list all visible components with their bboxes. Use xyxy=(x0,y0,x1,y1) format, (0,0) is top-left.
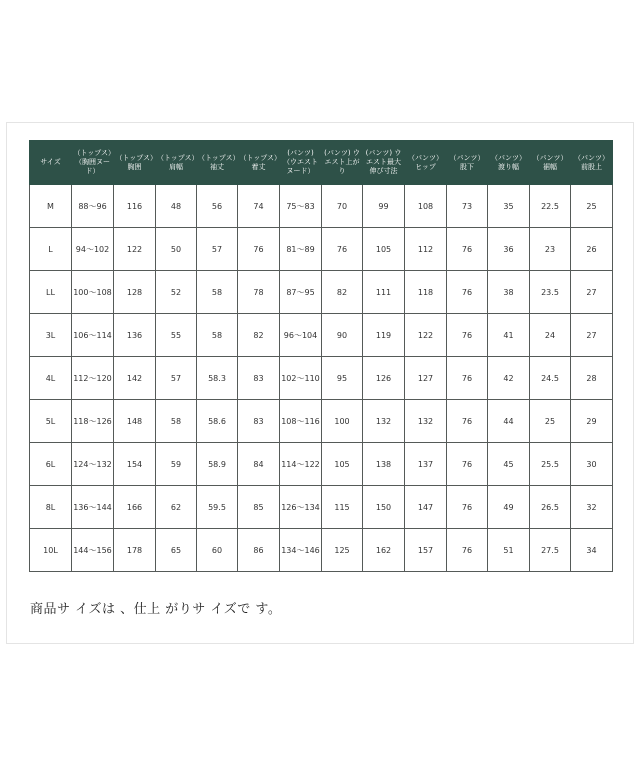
table-cell: 55 xyxy=(156,314,197,357)
table-cell: 82 xyxy=(238,314,280,357)
column-header-label: （トップス）着丈 xyxy=(239,153,278,171)
table-cell: 41 xyxy=(488,314,530,357)
table-cell: 157 xyxy=(405,529,447,572)
table-cell: 132 xyxy=(405,400,447,443)
column-header xyxy=(405,141,447,185)
column-header-label: (パンツ) ウエスト最大伸び寸法 xyxy=(365,149,402,175)
table-cell: 58 xyxy=(197,271,238,314)
table-row xyxy=(30,486,613,529)
table-cell: 51 xyxy=(488,529,530,572)
table-cell: 24.5 xyxy=(530,357,571,400)
table-cell: 25 xyxy=(571,185,613,228)
table-cell: 25 xyxy=(530,400,571,443)
table-cell: 48 xyxy=(156,185,197,228)
table-cell: 82 xyxy=(322,271,363,314)
table-row xyxy=(30,314,613,357)
table-cell: 127 xyxy=(405,357,447,400)
table-cell: 70 xyxy=(322,185,363,228)
table-cell: 102～110 xyxy=(280,357,322,400)
table-cell: 108～116 xyxy=(280,400,322,443)
table-cell: 100 xyxy=(322,400,363,443)
table-cell: 108 xyxy=(405,185,447,228)
table-cell: 76 xyxy=(322,228,363,271)
table-cell: 126 xyxy=(363,357,405,400)
size-label-cell: 8L xyxy=(30,486,72,529)
table-cell: 27 xyxy=(571,314,613,357)
table-cell: 78 xyxy=(238,271,280,314)
table-cell: 30 xyxy=(571,443,613,486)
column-header-label: （トップス）肩幅 xyxy=(157,153,196,171)
table-cell: 132 xyxy=(363,400,405,443)
table-cell: 52 xyxy=(156,271,197,314)
table-cell: 111 xyxy=(363,271,405,314)
table-cell: 116 xyxy=(114,185,156,228)
table-row xyxy=(30,529,613,572)
size-label-cell: 5L xyxy=(30,400,72,443)
table-row xyxy=(30,228,613,271)
table-cell: 57 xyxy=(156,357,197,400)
table-cell: 35 xyxy=(488,185,530,228)
column-header xyxy=(363,141,405,185)
table-cell: 126～134 xyxy=(280,486,322,529)
column-header-label: （パンツ）裾幅 xyxy=(532,153,568,171)
table-cell: 81～89 xyxy=(280,228,322,271)
table-cell: 96～104 xyxy=(280,314,322,357)
column-header xyxy=(447,141,488,185)
size-label-cell: M xyxy=(30,185,72,228)
table-cell: 154 xyxy=(114,443,156,486)
size-label-cell: 3L xyxy=(30,314,72,357)
table-cell: 24 xyxy=(530,314,571,357)
table-cell: 136～144 xyxy=(72,486,114,529)
table-cell: 76 xyxy=(447,271,488,314)
table-cell: 122 xyxy=(114,228,156,271)
table-cell: 42 xyxy=(488,357,530,400)
table-cell: 105 xyxy=(322,443,363,486)
table-cell: 29 xyxy=(571,400,613,443)
table-cell: 162 xyxy=(363,529,405,572)
table-cell: 45 xyxy=(488,443,530,486)
column-header-label: （パンツ）股下 xyxy=(449,153,485,171)
table-cell: 138 xyxy=(363,443,405,486)
table-cell: 76 xyxy=(447,357,488,400)
table-cell: 83 xyxy=(238,400,280,443)
column-header xyxy=(571,141,613,185)
table-cell: 58 xyxy=(197,314,238,357)
table-cell: 124～132 xyxy=(72,443,114,486)
table-cell: 76 xyxy=(447,314,488,357)
table-cell: 119 xyxy=(363,314,405,357)
table-cell: 112 xyxy=(405,228,447,271)
table-body xyxy=(30,185,613,572)
table-cell: 23.5 xyxy=(530,271,571,314)
table-cell: 57 xyxy=(197,228,238,271)
table-cell: 136 xyxy=(114,314,156,357)
table-cell: 44 xyxy=(488,400,530,443)
table-cell: 134～146 xyxy=(280,529,322,572)
table-cell: 50 xyxy=(156,228,197,271)
table-cell: 59 xyxy=(156,443,197,486)
table-cell: 99 xyxy=(363,185,405,228)
size-chart-card xyxy=(6,122,634,644)
table-cell: 106～114 xyxy=(72,314,114,357)
table-cell: 137 xyxy=(405,443,447,486)
table-cell: 76 xyxy=(447,228,488,271)
column-header xyxy=(197,141,238,185)
table-cell: 34 xyxy=(571,529,613,572)
column-header xyxy=(488,141,530,185)
size-label-cell: 6L xyxy=(30,443,72,486)
size-label-cell: 4L xyxy=(30,357,72,400)
table-cell: 76 xyxy=(447,400,488,443)
table-row xyxy=(30,185,613,228)
table-cell: 38 xyxy=(488,271,530,314)
column-header-label: （パンツ）渡り幅 xyxy=(491,153,526,171)
size-label-cell: L xyxy=(30,228,72,271)
column-header-label: サイズ xyxy=(40,158,61,166)
table-row xyxy=(30,400,613,443)
column-header-label: （パンツ）前股上 xyxy=(574,153,609,171)
table-cell: 100～108 xyxy=(72,271,114,314)
table-row xyxy=(30,271,613,314)
table-cell: 118～126 xyxy=(72,400,114,443)
table-cell: 122 xyxy=(405,314,447,357)
table-cell: 148 xyxy=(114,400,156,443)
table-cell: 36 xyxy=(488,228,530,271)
table-cell: 166 xyxy=(114,486,156,529)
table-cell: 128 xyxy=(114,271,156,314)
table-cell: 75～83 xyxy=(280,185,322,228)
table-cell: 27.5 xyxy=(530,529,571,572)
table-cell: 178 xyxy=(114,529,156,572)
column-header xyxy=(280,141,322,185)
table-cell: 58 xyxy=(156,400,197,443)
table-cell: 73 xyxy=(447,185,488,228)
table-cell: 56 xyxy=(197,185,238,228)
table-cell: 32 xyxy=(571,486,613,529)
table-cell: 58.6 xyxy=(197,400,238,443)
table-cell: 76 xyxy=(447,443,488,486)
table-cell: 90 xyxy=(322,314,363,357)
size-table xyxy=(29,140,613,572)
table-cell: 58.9 xyxy=(197,443,238,486)
table-cell: 125 xyxy=(322,529,363,572)
table-cell: 84 xyxy=(238,443,280,486)
table-cell: 26.5 xyxy=(530,486,571,529)
table-cell: 76 xyxy=(447,529,488,572)
column-header-label: （パンツ）ヒップ xyxy=(408,153,443,171)
column-header-label: （トップス）（胸囲ヌード） xyxy=(73,149,112,175)
table-cell: 26 xyxy=(571,228,613,271)
column-header xyxy=(530,141,571,185)
column-header xyxy=(30,141,72,185)
table-cell: 150 xyxy=(363,486,405,529)
table-cell: 147 xyxy=(405,486,447,529)
table-cell: 114～122 xyxy=(280,443,322,486)
table-cell: 22.5 xyxy=(530,185,571,228)
table-cell: 142 xyxy=(114,357,156,400)
table-row xyxy=(30,443,613,486)
table-cell: 76 xyxy=(447,486,488,529)
table-cell: 59.5 xyxy=(197,486,238,529)
table-cell: 62 xyxy=(156,486,197,529)
size-label-cell: LL xyxy=(30,271,72,314)
table-cell: 85 xyxy=(238,486,280,529)
table-cell: 76 xyxy=(238,228,280,271)
column-header-label: （トップス）胸囲 xyxy=(115,153,154,171)
table-cell: 87～95 xyxy=(280,271,322,314)
table-row xyxy=(30,357,613,400)
column-header xyxy=(322,141,363,185)
table-cell: 94～102 xyxy=(72,228,114,271)
column-header xyxy=(156,141,197,185)
header-row xyxy=(30,141,613,185)
column-header xyxy=(238,141,280,185)
table-cell: 49 xyxy=(488,486,530,529)
table-cell: 58.3 xyxy=(197,357,238,400)
table-cell: 25.5 xyxy=(530,443,571,486)
column-header-label: （トップス）袖丈 xyxy=(198,153,237,171)
table-cell: 28 xyxy=(571,357,613,400)
column-header-label: (パンツ) ウエスト上がり xyxy=(324,149,360,175)
size-note: 商品サ イズは 、仕上 がりサ イズで す。 xyxy=(30,602,282,617)
table-cell: 60 xyxy=(197,529,238,572)
table-cell: 112～120 xyxy=(72,357,114,400)
table-cell: 115 xyxy=(322,486,363,529)
column-header-label: (パンツ)（ウエストヌード） xyxy=(283,149,318,175)
table-cell: 74 xyxy=(238,185,280,228)
table-cell: 95 xyxy=(322,357,363,400)
table-cell: 23 xyxy=(530,228,571,271)
table-cell: 144～156 xyxy=(72,529,114,572)
table-cell: 88～96 xyxy=(72,185,114,228)
table-cell: 118 xyxy=(405,271,447,314)
column-header xyxy=(72,141,114,185)
table-cell: 83 xyxy=(238,357,280,400)
size-label-cell: 10L xyxy=(30,529,72,572)
table-cell: 86 xyxy=(238,529,280,572)
table-cell: 65 xyxy=(156,529,197,572)
column-header xyxy=(114,141,156,185)
table-cell: 27 xyxy=(571,271,613,314)
table-cell: 105 xyxy=(363,228,405,271)
